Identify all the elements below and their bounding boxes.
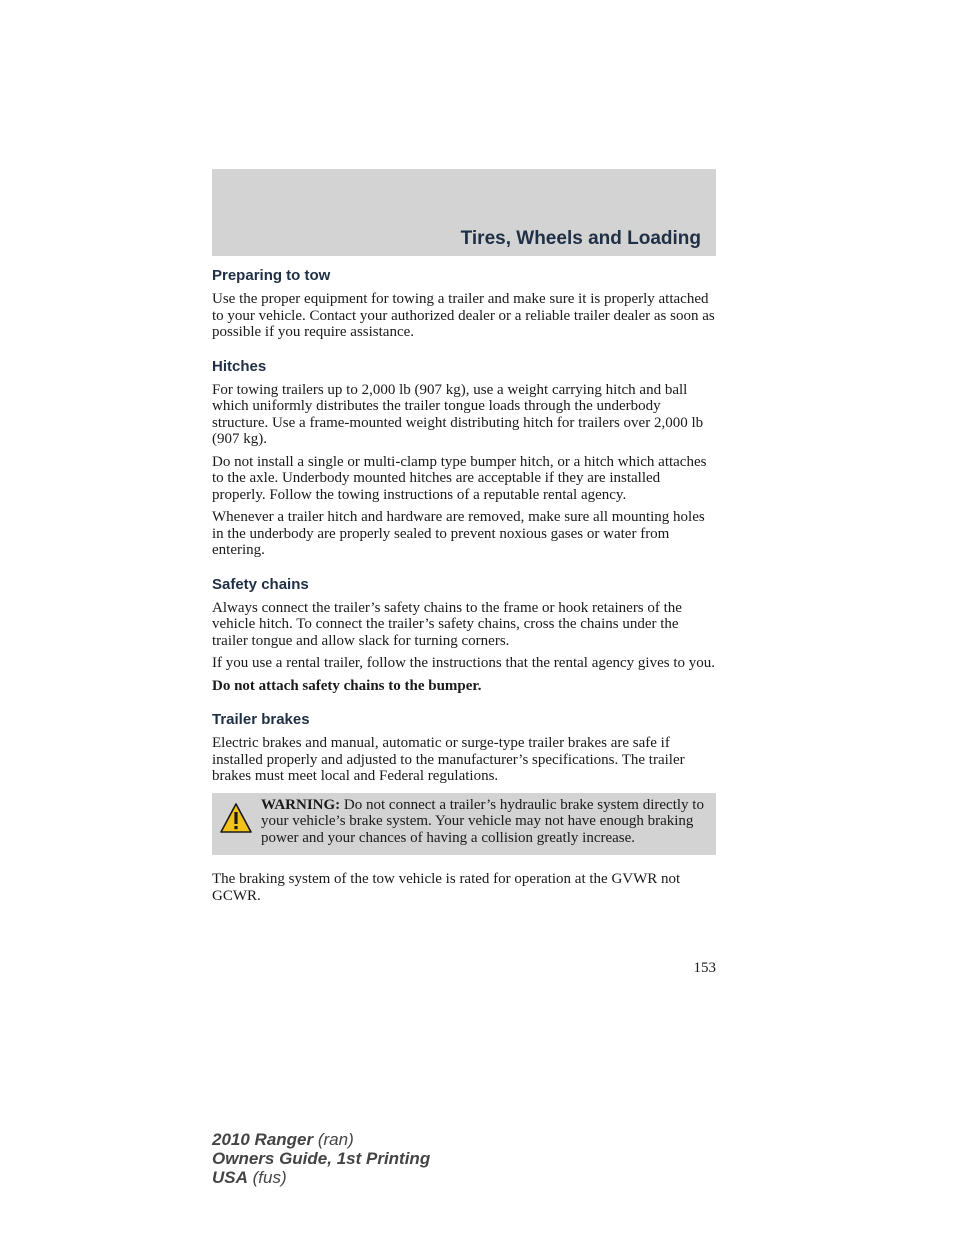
paragraph-brakes-1: Electric brakes and manual, automatic or surge-type trailer brakes are safe if installed properly and adjusted to the manufacturer’s specifications. The trailer brakes must meet local and Federal regulations. bbox=[212, 735, 685, 784]
warning-label: WARNING: bbox=[261, 796, 341, 813]
paragraph-hitches-2: Do not install a single or multi-clamp type bumper hitch, or a hitch which attaches to the axle. Underbody mounted hitches are acceptable if they are installed properly. Follow the towing instructions of a reputable rental agency. bbox=[212, 453, 707, 503]
footer-market: USA bbox=[212, 1168, 248, 1187]
heading-safety-chains: Safety chains bbox=[212, 575, 309, 593]
footer-edition: Owners Guide, 1st Printing bbox=[212, 1149, 431, 1168]
paragraph-hitches-3: Whenever a trailer hitch and hardware are removed, make sure all mounting holes in the underbody are properly sealed to prevent noxious gases or water from entering. bbox=[212, 509, 705, 558]
document-footer bbox=[212, 1130, 430, 1187]
paragraph-chains-bold-note: Do not attach safety chains to the bumper. bbox=[212, 677, 482, 694]
paragraph-hitches-1: For towing trailers up to 2,000 lb (907 kg), use a weight carrying hitch and ball which uniformly distributes the trailer tongue loads through the underbody structure. Use a frame-mounted weight distributing hitch for trailers over 2,000 lb (907 kg). bbox=[212, 381, 704, 447]
paragraph-brakes-2: The braking system of the tow vehicle is rated for operation at the GVWR not GCWR. bbox=[212, 871, 681, 904]
paragraph-chains-1: Always connect the trailer’s safety chains to the frame or hook retainers of the vehicle hitch. To connect the trailer’s safety chains, cross the chains under the trailer tongue and allow slack for turning corners. bbox=[212, 599, 682, 649]
page-content bbox=[212, 266, 716, 910]
warning-triangle-icon bbox=[219, 801, 253, 835]
footer-market-code: (fus) bbox=[247, 1168, 287, 1187]
page-number: 153 bbox=[693, 960, 716, 976]
warning-box bbox=[212, 793, 716, 856]
paragraph-chains-2: If you use a rental trailer, follow the instructions that the rental agency gives to you. bbox=[212, 655, 715, 671]
chapter-title: Tires, Wheels and Loading bbox=[460, 228, 701, 249]
heading-hitches: Hitches bbox=[212, 357, 267, 375]
footer-model-code: (ran) bbox=[313, 1130, 354, 1149]
heading-preparing-to-tow: Preparing to tow bbox=[212, 267, 331, 284]
heading-trailer-brakes: Trailer brakes bbox=[212, 711, 310, 728]
warning-text: Do not connect a trailer’s hydraulic brake system directly to your vehicle’s brake system. Your vehicle may not have enough braking power and your chances of having a collision greatly increase. bbox=[261, 796, 704, 846]
paragraph-preparing: Use the proper equipment for towing a trailer and make sure it is properly attached to your vehicle. Contact your authorized dealer or a reliable trailer dealer as soon as possible if you require assistance. bbox=[212, 291, 715, 340]
footer-model: 2010 Ranger bbox=[212, 1130, 314, 1149]
chapter-header-band bbox=[212, 169, 716, 256]
